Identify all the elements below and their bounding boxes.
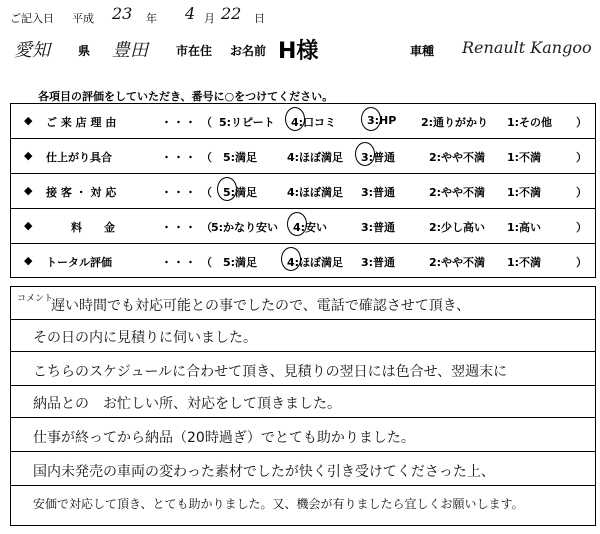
ruled-line: [11, 451, 595, 452]
close-paren: ）: [576, 116, 587, 129]
comment-line-6: 国内未発売の車両の変わった素材でしたが快く引き受けてくださった上、: [33, 464, 495, 480]
option-3[interactable]: 3:普通: [361, 221, 396, 234]
ruled-line: [11, 385, 595, 386]
open-paren: （: [201, 116, 212, 129]
instruction-text: 各項目の評価をしていただき、番号に○をつけてください。: [38, 90, 334, 103]
option-2[interactable]: 2:やや不満: [429, 256, 486, 269]
close-paren: ）: [576, 151, 587, 164]
comment-line-5: 仕事が終ってから納品（20時過ぎ）でとても助かりました。: [33, 430, 415, 446]
bullet-diamond-icon: ◆: [24, 254, 33, 267]
option-1[interactable]: 1:高い: [507, 221, 542, 234]
comment-label: コメント: [17, 294, 54, 304]
close-paren: ）: [576, 256, 587, 269]
open-paren: （: [201, 221, 212, 234]
month-value: 4: [185, 4, 196, 23]
option-4[interactable]: 4:口コミ: [291, 116, 337, 129]
ruled-line: [11, 417, 595, 418]
leader-dots: ・・・: [161, 186, 197, 199]
car-label: 車種: [410, 44, 435, 58]
city-label: 市在住: [176, 44, 213, 58]
option-1[interactable]: 1:不満: [507, 151, 542, 164]
option-5[interactable]: 5:満足: [223, 256, 258, 269]
option-5[interactable]: 5:リピート: [219, 116, 275, 129]
category-label: ご 来 店 理 由: [46, 116, 117, 129]
option-5[interactable]: 5:満足: [223, 151, 258, 164]
prefecture-label: 県: [78, 44, 91, 58]
ruled-line: [11, 319, 595, 320]
category-label: 仕上がり具合: [46, 151, 112, 164]
option-3[interactable]: 3:普通: [361, 186, 396, 199]
option-3[interactable]: 3:普通: [361, 151, 396, 164]
era-label: 平成: [72, 12, 94, 25]
option-4[interactable]: 4:ほぼ満足: [287, 256, 344, 269]
option-2[interactable]: 2:やや不満: [429, 151, 486, 164]
open-paren: （: [201, 186, 212, 199]
day-value: 22: [221, 4, 242, 23]
option-1[interactable]: 1:その他: [507, 116, 553, 129]
category-label: 接 客 ・ 対 応: [46, 186, 117, 199]
ruled-line: [11, 351, 595, 352]
leader-dots: ・・・: [161, 221, 197, 234]
option-4[interactable]: 4:ほぼ満足: [287, 186, 344, 199]
open-paren: （: [201, 151, 212, 164]
comment-line-7: 安価で対応して頂き、とても助かりました。又、機会が有りましたら宜しくお願いします。: [33, 497, 524, 511]
year-value: 23: [112, 4, 133, 23]
comment-line-1: 遅い時間でも対応可能との事でしたので、電話で確認させて頂き、: [51, 298, 471, 314]
bullet-diamond-icon: ◆: [24, 149, 33, 162]
option-4[interactable]: 4:安い: [293, 221, 328, 234]
rating-row-service: [11, 174, 595, 209]
rating-row-price: [11, 209, 595, 244]
comment-box: [10, 286, 596, 526]
rating-table: [10, 103, 596, 278]
bullet-diamond-icon: ◆: [24, 114, 33, 127]
car-model: Renault Kangoo: [462, 38, 592, 57]
day-label: 日: [254, 12, 265, 25]
leader-dots: ・・・: [161, 116, 197, 129]
category-label: 料 金: [71, 221, 115, 234]
ruled-line: [11, 485, 595, 486]
leader-dots: ・・・: [161, 256, 197, 269]
city-value: 豊田: [112, 40, 148, 61]
option-3[interactable]: 3:HP: [367, 114, 397, 127]
entry-date-label: ご記入日: [10, 12, 54, 25]
bullet-diamond-icon: ◆: [24, 184, 33, 197]
year-label: 年: [146, 12, 157, 25]
option-5[interactable]: 5:満足: [223, 186, 258, 199]
bullet-diamond-icon: ◆: [24, 219, 33, 232]
rating-row-finish-quality: [11, 139, 595, 174]
category-label: トータル評価: [46, 256, 112, 269]
leader-dots: ・・・: [161, 151, 197, 164]
option-1[interactable]: 1:不満: [507, 186, 542, 199]
option-2[interactable]: 2:やや不満: [429, 186, 486, 199]
name-label: お名前: [230, 44, 267, 58]
customer-name: H様: [278, 39, 319, 64]
option-4[interactable]: 4:ほぼ満足: [287, 151, 344, 164]
comment-line-2: その日の内に見積りに伺いました。: [33, 330, 257, 346]
option-5[interactable]: 5:かなり安い: [211, 221, 279, 234]
prefecture-value: 愛知: [14, 40, 50, 61]
month-label: 月: [204, 12, 215, 25]
option-2[interactable]: 2:少し高い: [429, 221, 486, 234]
option-2[interactable]: 2:通りがかり: [421, 116, 489, 129]
open-paren: （: [201, 256, 212, 269]
close-paren: ）: [576, 186, 587, 199]
option-1[interactable]: 1:不満: [507, 256, 542, 269]
rating-row-total: [11, 244, 595, 279]
comment-line-4: 納品との お忙しい所、対応をして頂きました。: [33, 396, 341, 412]
comment-line-3: こちらのスケジュールに合わせて頂き、見積りの翌日には色合せ、翌週末に: [33, 364, 508, 380]
close-paren: ）: [576, 221, 587, 234]
option-3[interactable]: 3:普通: [361, 256, 396, 269]
rating-row-visit-reason: [11, 104, 595, 139]
